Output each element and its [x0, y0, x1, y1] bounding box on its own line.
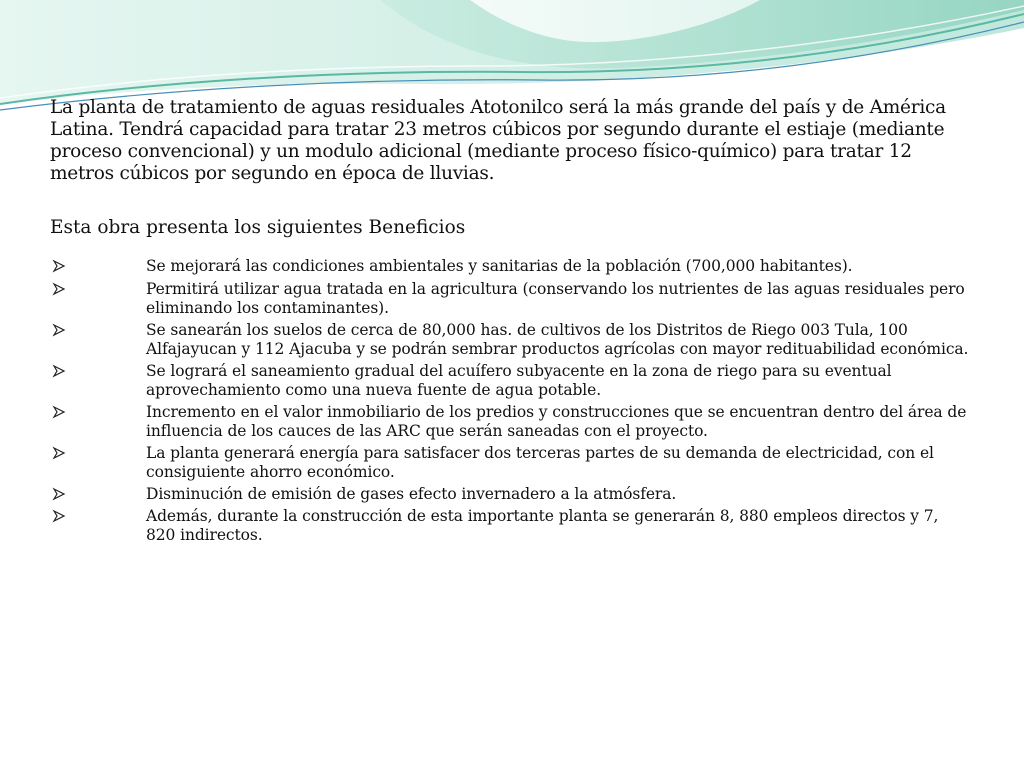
arrowhead-bullet-icon [52, 364, 66, 378]
list-item [50, 507, 970, 545]
benefit-text: Se logrará el saneamiento gradual del acuífero subyacente en la zona de riego para su eventual aprovechamiento como una nueva fuente de agua potable. [146, 362, 892, 399]
slide-content [50, 97, 970, 548]
benefit-text: Se sanearán los suelos de cerca de 80,000 has. de cultivos de los Distritos de Riego 003 Tula, 100 Alfajayucan y 112 Ajacuba y se podrán sembrar productos agrícolas con mayor redituabilidad económica. [146, 321, 969, 358]
benefits-heading: Esta obra presenta los siguientes Beneficios [50, 217, 466, 238]
list-item [50, 280, 970, 318]
arrowhead-bullet-icon [52, 282, 66, 296]
benefit-text: Se mejorará las condiciones ambientales y sanitarias de la población (700,000 habitantes). [146, 257, 853, 275]
benefit-text: Permitirá utilizar agua tratada en la agricultura (conservando los nutrientes de las aguas residuales pero eliminando los contaminantes). [146, 280, 965, 317]
arrowhead-bullet-icon [52, 323, 66, 337]
list-item [50, 444, 970, 482]
benefits-list [50, 257, 970, 545]
benefit-text: Incremento en el valor inmobiliario de los predios y construcciones que se encuentran dentro del área de influencia de los cauces de las ARC que serán saneadas con el proyecto. [146, 403, 967, 440]
benefit-text: La planta generará energía para satisfacer dos terceras partes de su demanda de electricidad, con el consiguiente ahorro económico. [146, 444, 934, 481]
intro-paragraph: La planta de tratamiento de aguas residuales Atotonilco será la más grande del país y de América Latina. Tendrá capacidad para tratar 23 metros cúbicos por segundo durante el estiaje (mediante proceso convencional) y un modulo adicional (mediante proceso físico-químico) para tratar 12 metros cúbicos por segundo en época de lluvias. [50, 97, 946, 184]
arrowhead-bullet-icon [52, 446, 66, 460]
list-item [50, 362, 970, 400]
benefit-text: Disminución de emisión de gases efecto invernadero a la atmósfera. [146, 485, 677, 503]
list-item [50, 403, 970, 441]
arrowhead-bullet-icon [52, 405, 66, 419]
list-item [50, 257, 970, 276]
arrowhead-bullet-icon [52, 259, 66, 273]
benefit-text: Además, durante la construcción de esta importante planta se generarán 8, 880 empleos directos y 7, 820 indirectos. [146, 507, 939, 544]
arrowhead-bullet-icon [52, 487, 66, 501]
arrowhead-bullet-icon [52, 509, 66, 523]
list-item [50, 321, 970, 359]
list-item [50, 485, 970, 504]
